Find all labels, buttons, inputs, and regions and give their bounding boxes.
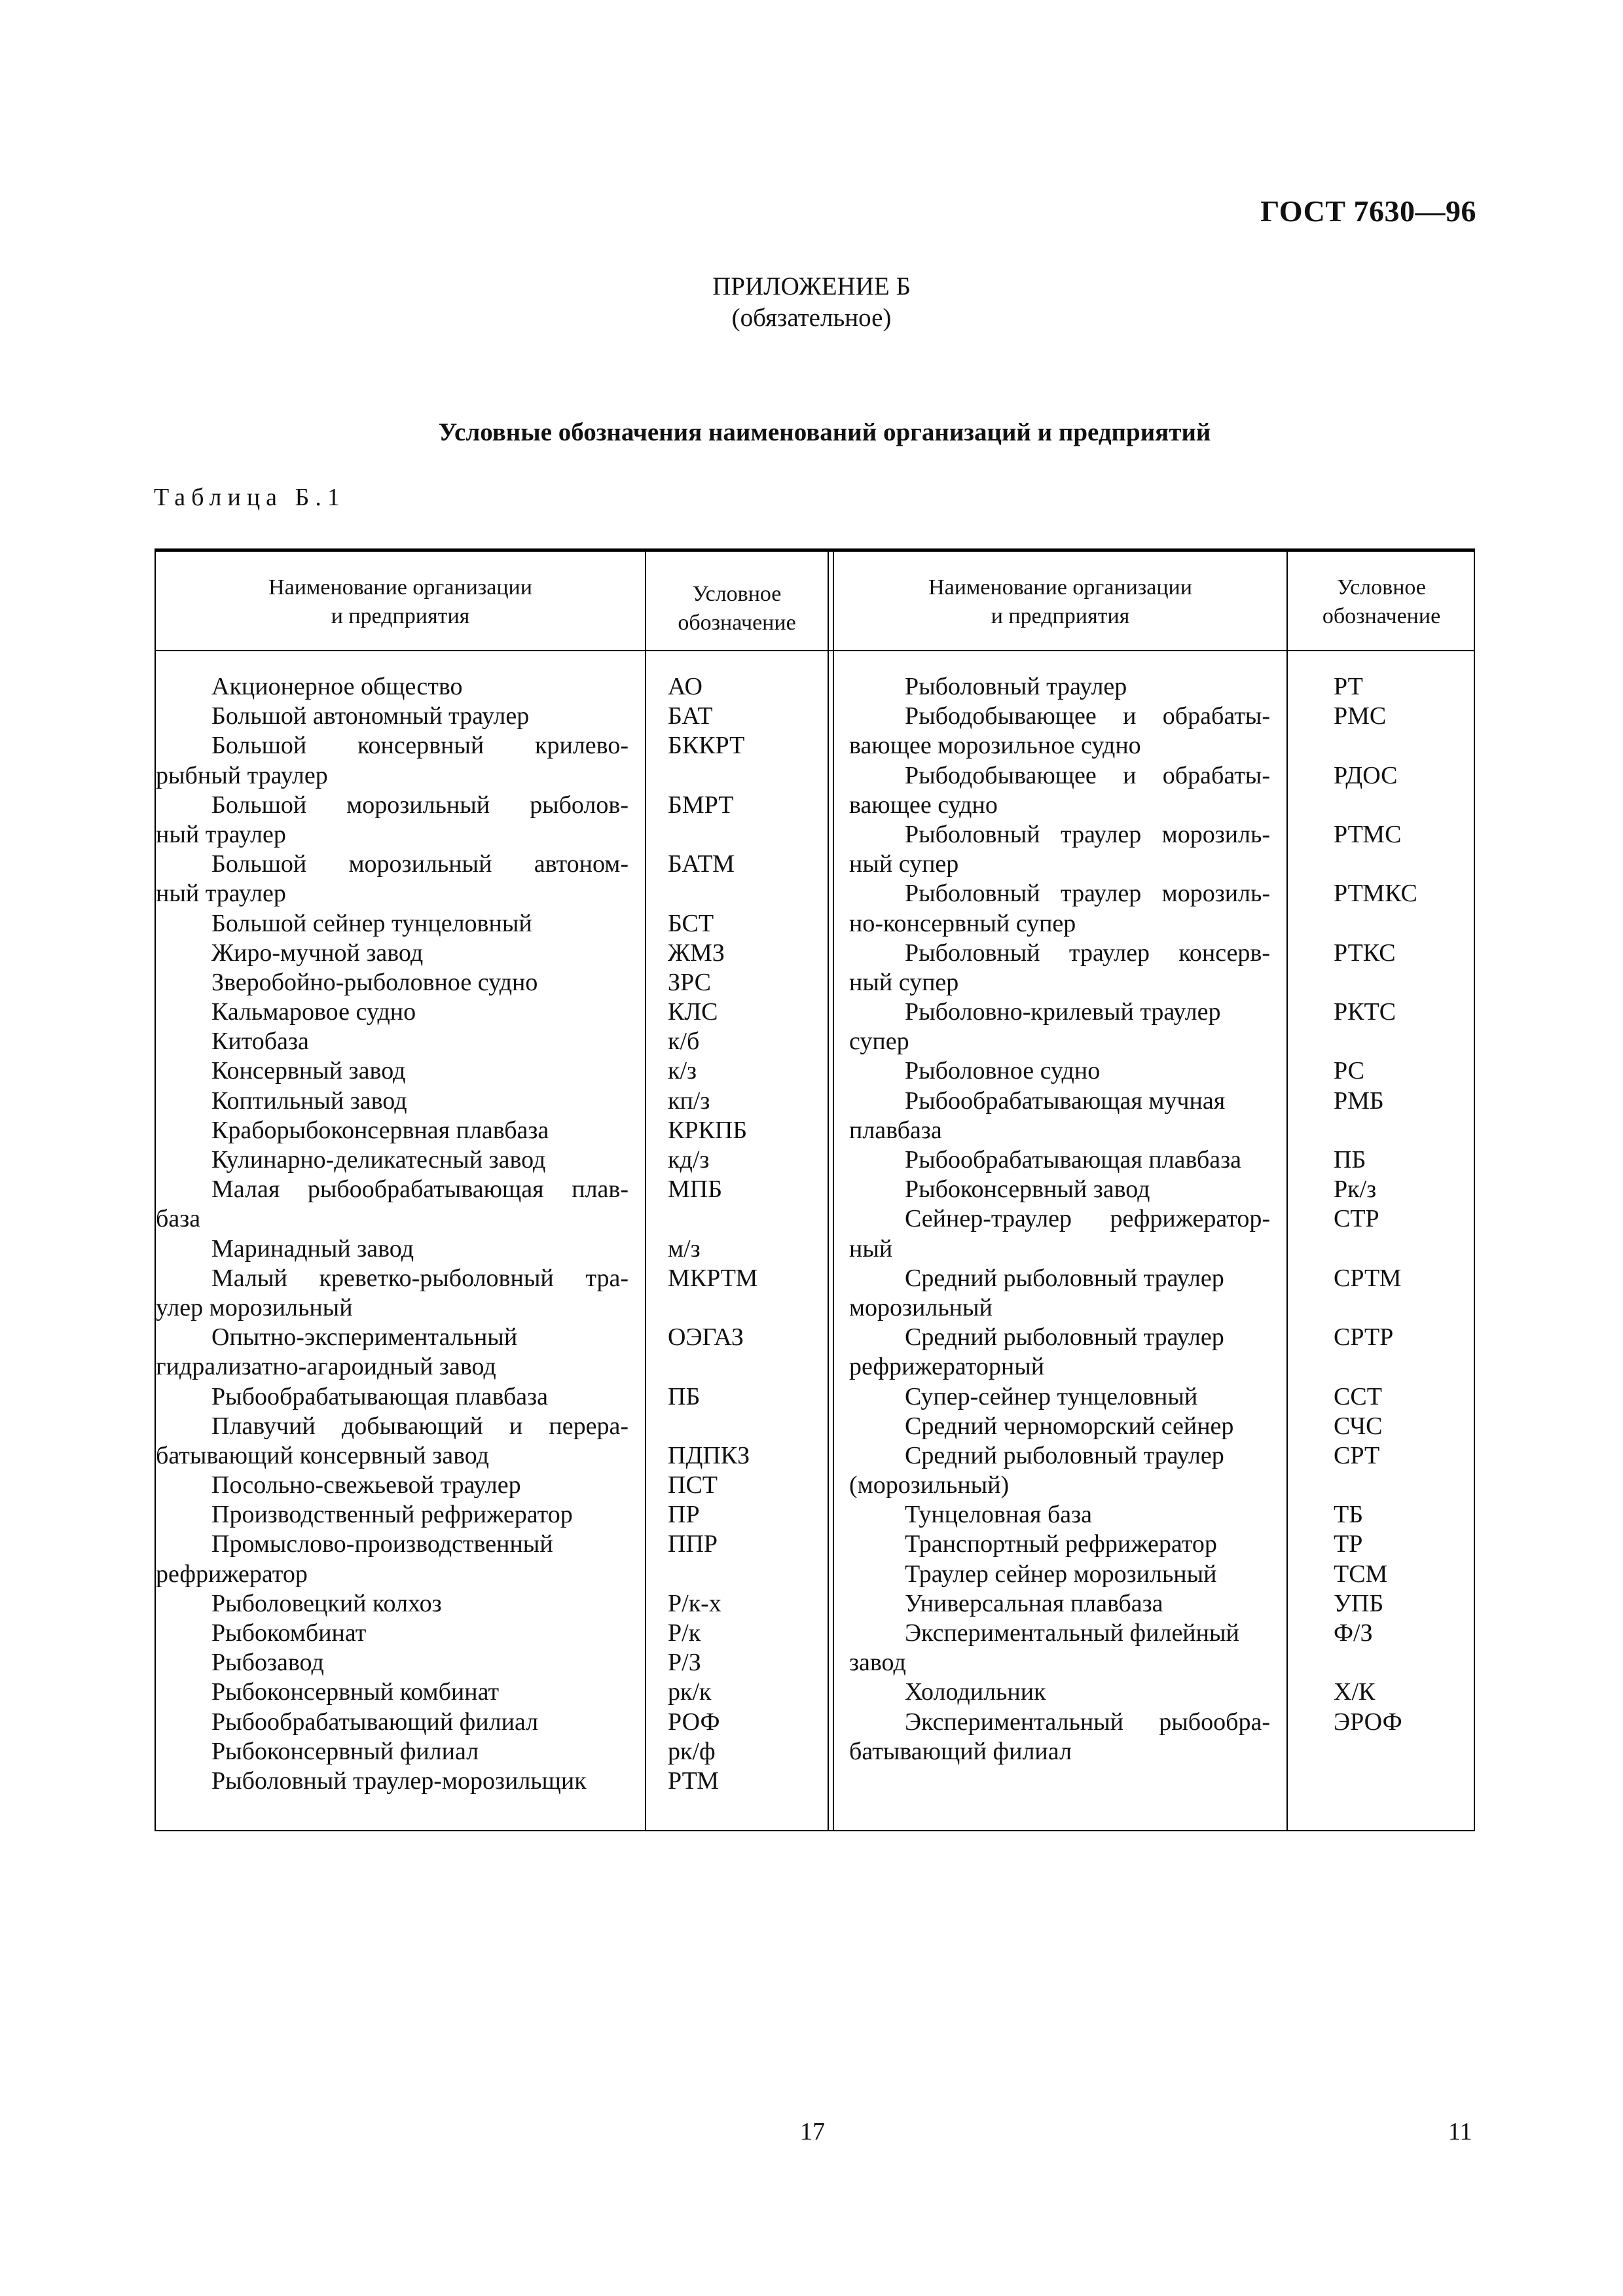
header-name-left xyxy=(156,573,645,631)
abbreviation xyxy=(1334,1293,1471,1323)
abbreviation: ПБ xyxy=(668,1382,701,1410)
abbreviation: к/б xyxy=(668,1028,700,1056)
header-text: и предприятия xyxy=(331,604,470,628)
name-line: Холодильник xyxy=(905,1678,1046,1706)
abbreviation: ТР xyxy=(1334,1530,1363,1558)
abbreviation: к/з xyxy=(668,1057,697,1085)
abbreviation: БМРТ xyxy=(668,791,734,819)
name-line: Транспортный рефрижератор xyxy=(905,1530,1217,1558)
name-line: Большой автономный траулер xyxy=(211,702,530,730)
abbreviation: БККРТ xyxy=(668,732,745,760)
abbreviation: РТ xyxy=(1334,673,1363,700)
abbreviation xyxy=(668,820,825,850)
abbreviation xyxy=(1334,1471,1471,1500)
name-line: батывающий филиал xyxy=(849,1737,1072,1765)
name-line: Рыбообрабатывающая мучная xyxy=(905,1086,1226,1115)
abbreviation: БСТ xyxy=(668,909,714,937)
abbreviation xyxy=(668,1560,825,1589)
name-line: улер морозильный xyxy=(156,1293,353,1321)
abbreviation: МПБ xyxy=(668,1175,723,1204)
name-line: Кулинарно-деликатесный завод xyxy=(211,1146,546,1174)
name-line: Производственный рефрижератор xyxy=(211,1501,573,1529)
name-line: Рыбодобывающее и обрабаты- xyxy=(905,761,1270,789)
header-text: обозначение xyxy=(678,611,796,635)
abbreviation: РТМКС xyxy=(1334,880,1417,908)
abbreviation: ЭРОФ xyxy=(1334,1708,1402,1736)
name-line: (морозильный) xyxy=(849,1471,1010,1499)
name-line: Средний рыболовный траулер xyxy=(905,1264,1224,1292)
header-rule xyxy=(155,650,1475,651)
abbreviation: ОЭГАЗ xyxy=(668,1323,744,1352)
abbreviation: РС xyxy=(1334,1057,1364,1085)
name-line: вающее морозильное судно xyxy=(849,732,1141,760)
name-line: Коптильный завод xyxy=(211,1086,407,1115)
name-line: Рыбодобывающее и обрабаты- xyxy=(905,702,1270,730)
name-line: но-консервный супер xyxy=(849,909,1076,937)
name-line: Посольно-свежьевой траулер xyxy=(211,1471,521,1499)
name-line: Рыболовный траулер консерв- xyxy=(905,939,1270,967)
column-divider-double-a xyxy=(828,548,829,1831)
abbreviation xyxy=(1334,1648,1471,1677)
name-line: Краборыбоконсервная плавбаза xyxy=(211,1116,549,1144)
abbreviation: Рк/з xyxy=(1334,1175,1377,1204)
name-line: база xyxy=(156,1205,201,1233)
abbreviation: ПСТ xyxy=(668,1471,718,1499)
abbreviation: КЛС xyxy=(668,998,718,1026)
name-line: Средний черноморский сейнер xyxy=(905,1412,1234,1440)
name-line: Малый креветко-рыболовный тра- xyxy=(211,1264,629,1292)
abbreviation: АО xyxy=(668,673,702,700)
abbreviation: Х/К xyxy=(1334,1678,1376,1706)
name-line: Промыслово-производственный xyxy=(211,1530,553,1558)
abbreviation xyxy=(1334,731,1471,761)
abbreviation xyxy=(1334,1027,1471,1056)
abbreviation xyxy=(668,1352,825,1382)
abbreviation: РКТС xyxy=(1334,998,1396,1026)
abbreviation: м/з xyxy=(668,1234,701,1263)
abbreviation: КРКПБ xyxy=(668,1116,748,1144)
abbreviation: рк/к xyxy=(668,1678,712,1706)
abbreviation: СРТМ xyxy=(1334,1264,1402,1292)
abbreviation xyxy=(668,1293,825,1323)
abbreviation: РМБ xyxy=(1334,1086,1384,1115)
name-line: рефрижератор xyxy=(156,1560,308,1588)
name-line: Маринадный завод xyxy=(211,1234,414,1263)
abbreviation: ПДПКЗ xyxy=(668,1441,750,1469)
left-names-column xyxy=(156,672,629,1796)
name-line: ный траулер xyxy=(156,880,286,908)
name-line: Малая рыбообрабатывающая плав- xyxy=(211,1175,629,1204)
abbreviation: Р/к-х xyxy=(668,1589,721,1617)
abbreviation: БАТ xyxy=(668,702,713,730)
name-line: Рыболовный траулер xyxy=(905,673,1127,700)
name-line: Большой морозильный автоном- xyxy=(211,850,629,878)
abbreviation: ТСМ xyxy=(1334,1560,1388,1588)
page-number-print: 17 xyxy=(800,2118,825,2145)
abbreviation: РДОС xyxy=(1334,761,1398,789)
name-line: плавбаза xyxy=(849,1116,942,1144)
column-divider xyxy=(1286,548,1288,1831)
column-divider xyxy=(645,548,646,1831)
name-line: рефрижераторный xyxy=(849,1353,1045,1381)
name-line: Средний рыболовный траулер xyxy=(905,1323,1224,1352)
abbreviation: Ф/З xyxy=(1334,1619,1373,1647)
abbreviation: МКРТМ xyxy=(668,1264,758,1292)
name-line: Рыбообрабатывающая плавбаза xyxy=(211,1382,549,1410)
abbreviation: ЖМЗ xyxy=(668,939,725,967)
name-line: Средний рыболовный траулер xyxy=(905,1441,1224,1469)
abbreviation xyxy=(1334,909,1471,939)
abbreviation xyxy=(1334,850,1471,879)
abbreviation: РТКС xyxy=(1334,939,1396,967)
abbreviation: ППР xyxy=(668,1530,718,1558)
name-line: Рыбообрабатывающая плавбаза xyxy=(905,1146,1242,1174)
name-line: завод xyxy=(849,1649,906,1677)
column-divider-double-b xyxy=(833,548,834,1831)
abbreviation xyxy=(668,761,825,791)
name-line: ный супер xyxy=(849,850,959,878)
name-line: Универсальная плавбаза xyxy=(905,1589,1163,1617)
abbreviation: РМС xyxy=(1334,702,1387,730)
name-line: Консервный завод xyxy=(211,1057,406,1085)
table-label: Таблица Б.1 xyxy=(154,484,346,511)
name-line: Зверобойно-рыболовное судно xyxy=(211,968,538,996)
name-line: ный траулер xyxy=(156,820,286,848)
name-line: ный xyxy=(849,1234,893,1263)
name-line: супер xyxy=(849,1028,909,1056)
abbreviation xyxy=(668,1412,825,1441)
name-line: ный супер xyxy=(849,968,959,996)
right-abbrs-column xyxy=(1334,672,1471,1767)
right-names-column xyxy=(849,672,1270,1767)
name-line: Рыболовное судно xyxy=(905,1057,1101,1085)
appendix-heading xyxy=(0,271,1623,334)
name-line: Опытно-экспериментальный xyxy=(211,1323,518,1352)
abbreviation xyxy=(1334,1352,1471,1382)
abbreviation: РТМС xyxy=(1334,820,1402,848)
name-line: Экспериментальный рыбообра- xyxy=(905,1708,1270,1736)
name-line: рыбный траулер xyxy=(156,761,328,789)
header-abbr-right xyxy=(1288,573,1475,631)
header-text: Наименование организации xyxy=(928,575,1192,600)
abbreviation xyxy=(668,879,825,908)
abbreviation: рк/ф xyxy=(668,1737,716,1765)
header-text: и предприятия xyxy=(991,604,1130,628)
abbreviation: СРТ xyxy=(1334,1441,1380,1469)
abbreviation: СЧС xyxy=(1334,1412,1383,1440)
abbreviation: ТБ xyxy=(1334,1501,1364,1529)
name-line: Рыбозавод xyxy=(211,1649,324,1677)
name-line: Плавучий добывающий и перера- xyxy=(211,1412,629,1440)
name-line: гидрализатно-агароидный завод xyxy=(156,1353,496,1381)
name-line: Сейнер-траулер рефрижератор- xyxy=(905,1205,1270,1233)
name-line: Экспериментальный филейный xyxy=(905,1619,1239,1647)
abbreviation: УПБ xyxy=(1334,1589,1384,1617)
document-code: ГОСТ 7630—96 xyxy=(1260,194,1476,228)
name-line: Рыбообрабатывающий филиал xyxy=(211,1708,539,1736)
section-title: Условные обозначения наименований организаций и предприятий xyxy=(438,418,1211,446)
name-line: батывающий консервный завод xyxy=(156,1441,489,1469)
name-line: Рыбокомбинат xyxy=(211,1619,367,1647)
abbreviation: СРТР xyxy=(1334,1323,1394,1352)
name-line: Тунцеловная база xyxy=(905,1501,1093,1529)
left-abbrs-column xyxy=(668,672,825,1796)
name-line: Рыбоконсервный комбинат xyxy=(211,1678,500,1706)
header-text: обозначение xyxy=(1322,604,1441,628)
name-line: Жиро-мучной завод xyxy=(211,939,424,967)
header-abbr-left xyxy=(646,580,828,637)
abbreviation: кп/з xyxy=(668,1086,710,1115)
name-line: Акционерное общество xyxy=(211,673,463,700)
abbreviation: РОФ xyxy=(668,1708,720,1736)
name-line: Рыболовецкий колхоз xyxy=(211,1589,442,1617)
name-line: морозильный xyxy=(849,1293,993,1321)
abbreviation: кд/з xyxy=(668,1146,710,1174)
name-line: Большой сейнер тунцеловный xyxy=(211,909,532,937)
name-line: Рыбоконсервный филиал xyxy=(211,1737,479,1765)
appendix-status: (обязательное) xyxy=(731,304,892,332)
abbreviation: ЗРС xyxy=(668,968,711,996)
abbreviation: Р/З xyxy=(668,1649,701,1677)
header-text: Условное xyxy=(1337,575,1426,600)
name-line: Большой консервный крилево- xyxy=(211,732,629,760)
name-line: Траулер сейнер морозильный xyxy=(905,1560,1217,1588)
name-line: Рыболовно-крилевый траулер xyxy=(905,998,1221,1026)
name-line: Супер-сейнер тунцеловный xyxy=(905,1382,1198,1410)
abbreviation xyxy=(1334,1116,1471,1145)
page-number-document: 11 xyxy=(1448,2118,1472,2145)
abbreviation xyxy=(668,1204,825,1234)
abbreviation xyxy=(1334,1234,1471,1264)
header-name-right xyxy=(834,573,1286,631)
name-line: Китобаза xyxy=(211,1028,309,1056)
name-line: Рыболовный траулер морозиль- xyxy=(905,820,1270,848)
abbreviation: ССТ xyxy=(1334,1382,1382,1410)
name-line: Рыболовный траулер морозиль- xyxy=(905,880,1270,908)
abbreviation: ПР xyxy=(668,1501,700,1529)
abbreviation: РТМ xyxy=(668,1767,720,1795)
abbreviation: БАТМ xyxy=(668,850,735,878)
abbreviation: ПБ xyxy=(1334,1146,1366,1174)
abbreviation xyxy=(1334,968,1471,997)
name-line: вающее судно xyxy=(849,791,998,819)
name-line: Рыбоконсервный завод xyxy=(905,1175,1150,1204)
appendix-title: ПРИЛОЖЕНИЕ Б xyxy=(712,272,911,300)
abbreviation xyxy=(1334,791,1471,820)
abbreviation: Р/к xyxy=(668,1619,701,1647)
name-line: Рыболовный траулер-морозильщик xyxy=(211,1767,587,1795)
header-text: Условное xyxy=(692,582,782,606)
name-line: Большой морозильный рыболов- xyxy=(211,791,629,819)
header-text: Наименование организации xyxy=(268,575,532,600)
abbreviation: СТР xyxy=(1334,1205,1379,1233)
name-line: Кальмаровое судно xyxy=(211,998,416,1026)
abbreviation xyxy=(1334,1737,1471,1767)
